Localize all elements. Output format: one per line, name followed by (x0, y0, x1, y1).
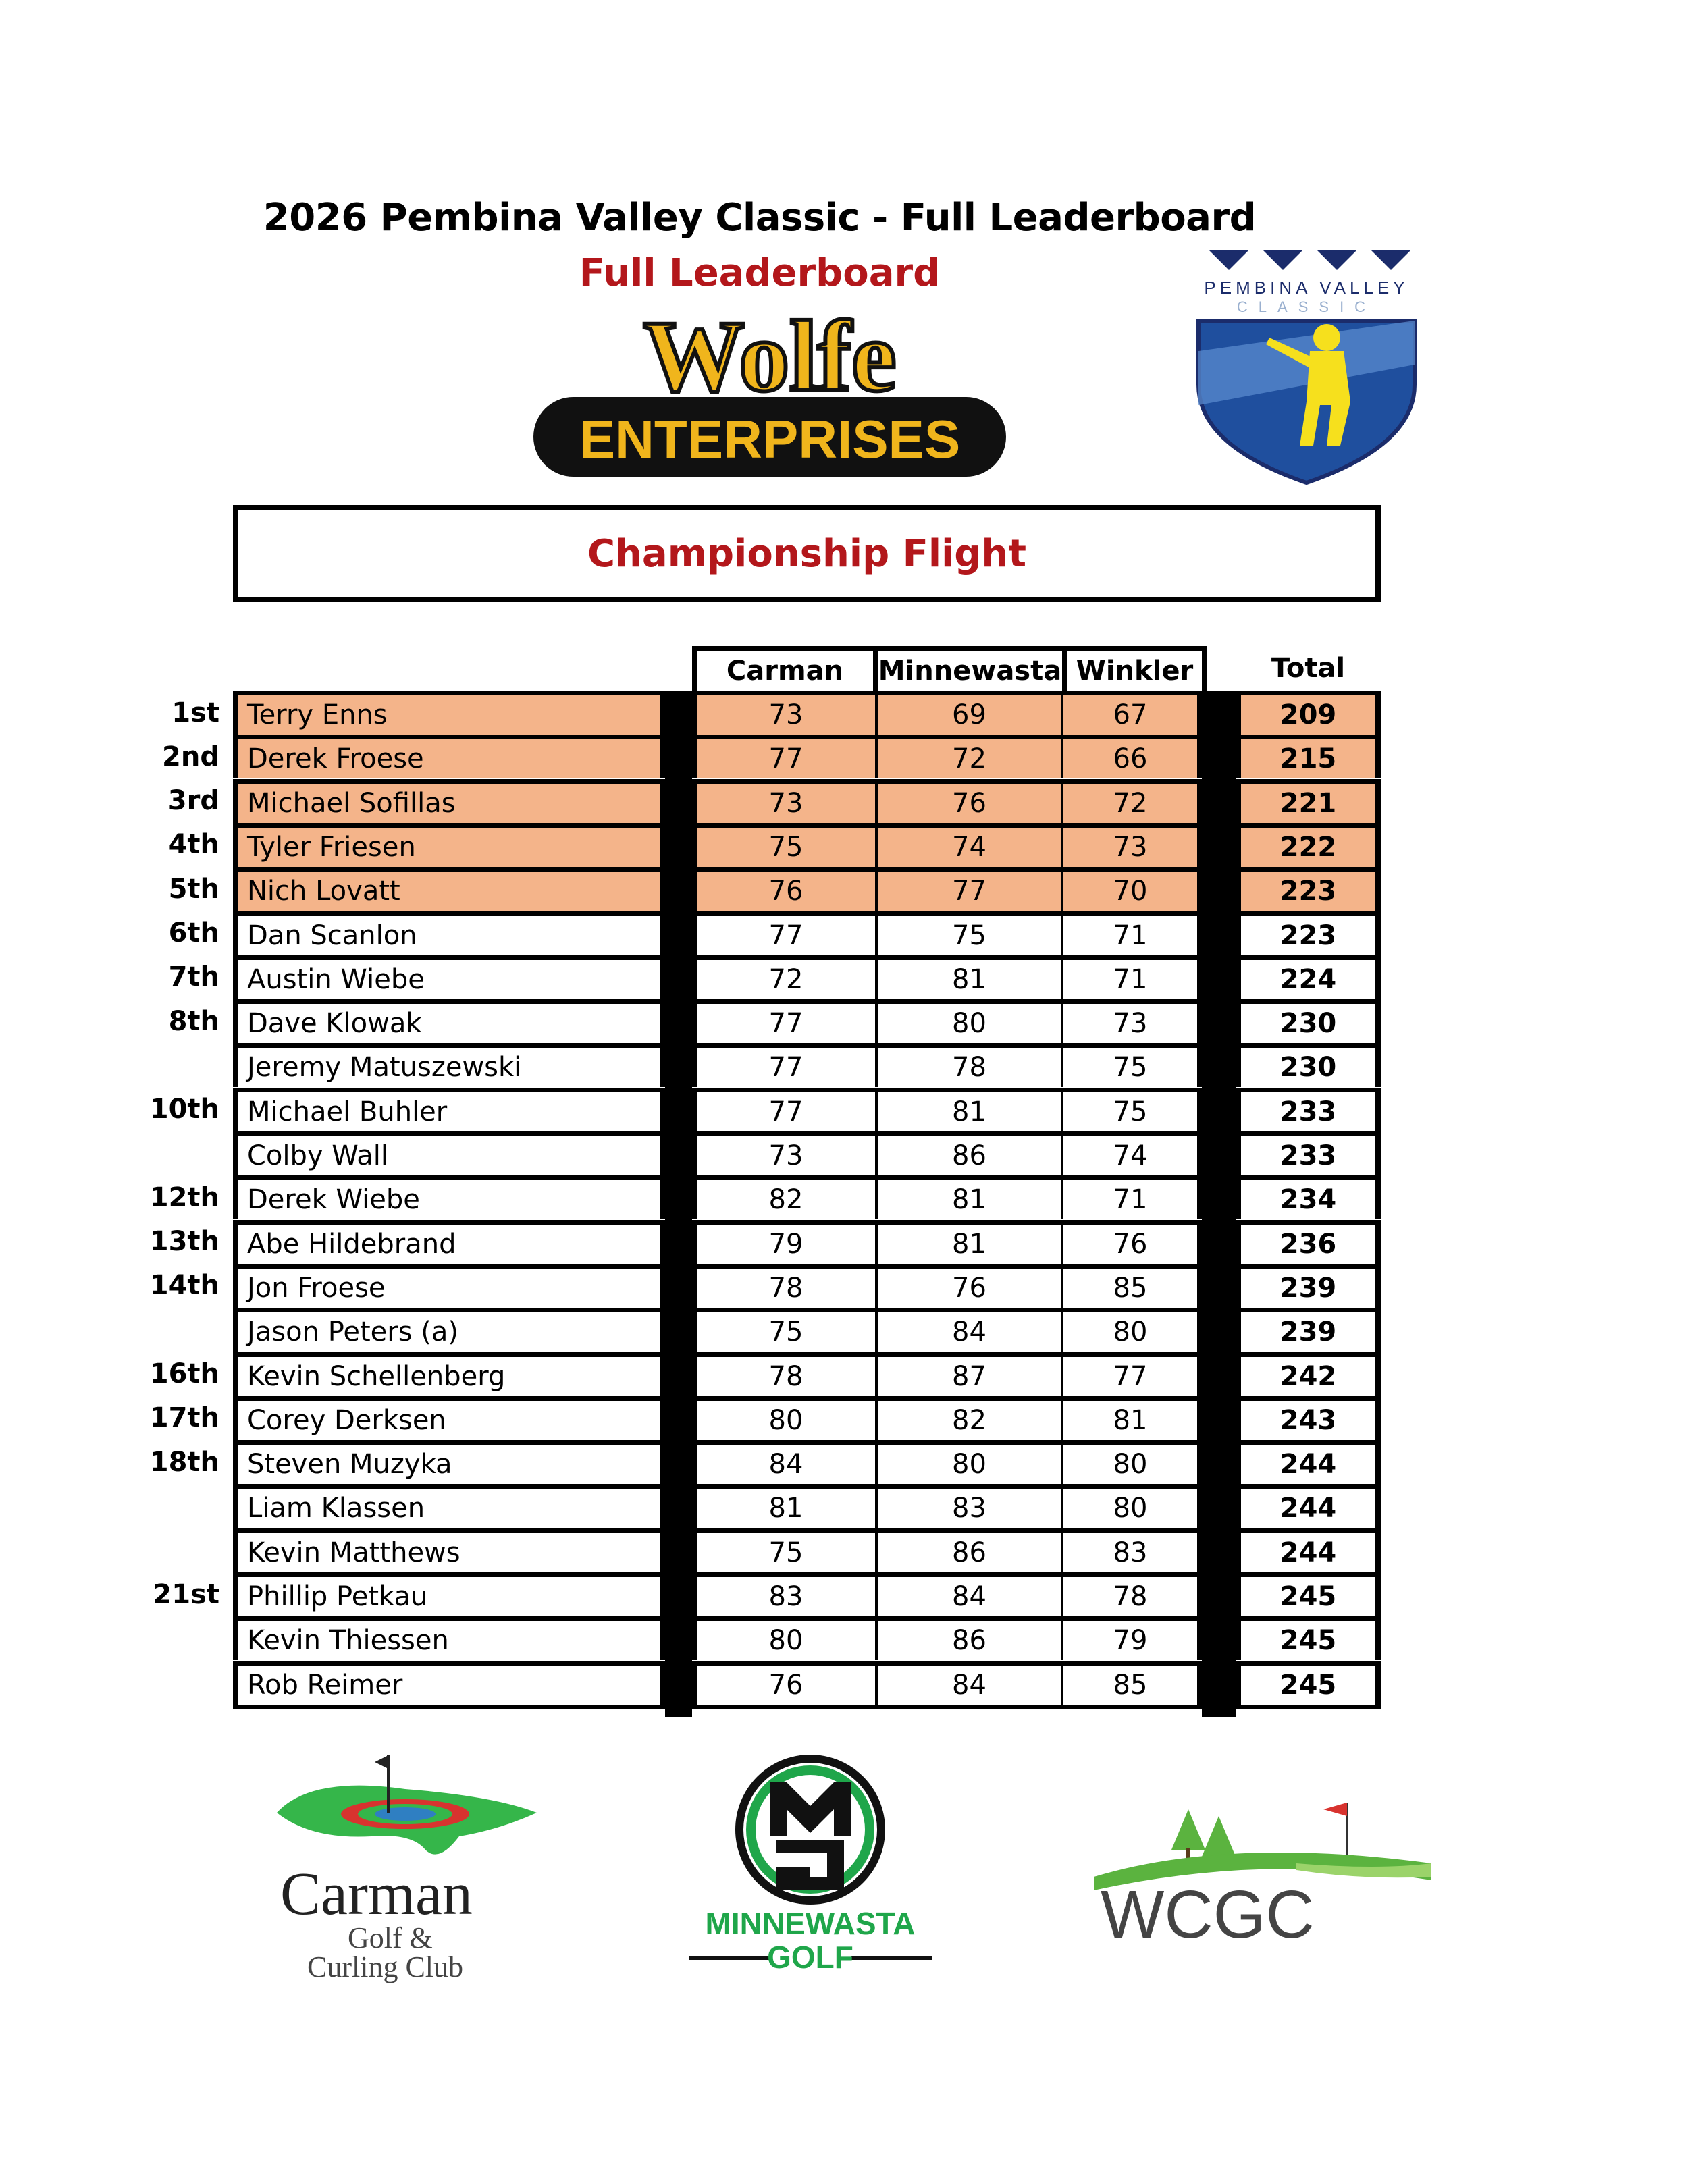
score-minnewasta: 72 (878, 735, 1063, 778)
score-minnewasta: 77 (878, 867, 1063, 911)
score-minnewasta: 83 (878, 1484, 1063, 1528)
pvc-logo-top-text: PEMBINA VALLEY (1204, 277, 1409, 298)
player-name: Austin Wiebe (233, 955, 665, 999)
score-winkler: 75 (1063, 1088, 1202, 1131)
score-total: 244 (1236, 1528, 1381, 1572)
score-carman: 78 (692, 1352, 878, 1396)
player-name: Terry Enns (233, 691, 665, 735)
score-carman: 80 (692, 1616, 878, 1660)
table-row (0, 1484, 1688, 1528)
score-total: 234 (1236, 1175, 1381, 1219)
score-carman: 75 (692, 1308, 878, 1352)
score-carman: 76 (692, 867, 878, 911)
score-winkler: 75 (1063, 1043, 1202, 1087)
score-winkler: 66 (1063, 735, 1202, 778)
position-label: 2nd (162, 741, 219, 772)
player-name: Colby Wall (233, 1131, 665, 1175)
score-carman: 81 (692, 1484, 878, 1528)
score-winkler: 67 (1063, 691, 1202, 735)
table-row (0, 1088, 1688, 1131)
score-carman: 79 (692, 1220, 878, 1264)
score-carman: 73 (692, 691, 878, 735)
score-carman: 73 (692, 1131, 878, 1175)
carman-logo-line2: Golf & (348, 1921, 433, 1954)
score-minnewasta: 76 (878, 779, 1063, 823)
player-name: Abe Hildebrand (233, 1220, 665, 1264)
wcgc-logo-text: WCGC (1101, 1877, 1315, 1952)
score-total: 233 (1236, 1088, 1381, 1131)
wcgc-logo (1094, 1796, 1431, 1958)
score-minnewasta: 78 (878, 1043, 1063, 1087)
score-carman: 77 (692, 999, 878, 1043)
player-name: Liam Klassen (233, 1484, 665, 1528)
score-minnewasta: 81 (878, 1088, 1063, 1131)
score-total: 242 (1236, 1352, 1381, 1396)
player-name: Michael Buhler (233, 1088, 665, 1131)
player-name: Michael Sofillas (233, 779, 665, 823)
score-minnewasta: 80 (878, 1440, 1063, 1484)
player-name: Jason Peters (a) (233, 1308, 665, 1352)
score-minnewasta: 81 (878, 1220, 1063, 1264)
table-row (0, 823, 1688, 867)
table-row (0, 1352, 1688, 1396)
carman-golf-club-logo (270, 1749, 567, 1985)
score-carman: 77 (692, 735, 878, 778)
score-winkler: 79 (1063, 1616, 1202, 1660)
position-label (135, 1308, 219, 1352)
score-carman: 75 (692, 823, 878, 867)
table-row (0, 1616, 1688, 1660)
wolfe-logo-wordmark: Wolfe (643, 300, 897, 412)
score-winkler: 77 (1063, 1352, 1202, 1396)
score-winkler: 80 (1063, 1440, 1202, 1484)
player-name: Kevin Schellenberg (233, 1352, 665, 1396)
score-total: 223 (1236, 911, 1381, 955)
score-carman: 78 (692, 1264, 878, 1308)
score-total: 236 (1236, 1220, 1381, 1264)
score-minnewasta: 84 (878, 1661, 1063, 1709)
score-minnewasta: 69 (878, 691, 1063, 735)
table-row (0, 735, 1688, 778)
table-row (0, 999, 1688, 1043)
player-name: Derek Froese (233, 735, 665, 778)
score-winkler: 81 (1063, 1396, 1202, 1440)
score-total: 239 (1236, 1264, 1381, 1308)
position-label: 14th (149, 1270, 219, 1302)
table-row (0, 1220, 1688, 1264)
position-label: 7th (168, 961, 219, 993)
score-carman: 73 (692, 779, 878, 823)
position-label: 8th (168, 1005, 219, 1037)
score-winkler: 76 (1063, 1220, 1202, 1264)
score-total: 230 (1236, 1043, 1381, 1087)
carman-logo-line3: Curling Club (307, 1950, 464, 1983)
score-winkler: 73 (1063, 823, 1202, 867)
score-winkler: 73 (1063, 999, 1202, 1043)
table-row (0, 867, 1688, 911)
position-label (135, 1484, 219, 1528)
position-label: 13th (149, 1226, 219, 1258)
position-label: 16th (149, 1358, 219, 1389)
player-name: Jeremy Matuszewski (233, 1043, 665, 1087)
score-minnewasta: 74 (878, 823, 1063, 867)
score-total: 222 (1236, 823, 1381, 867)
score-total: 221 (1236, 779, 1381, 823)
table-row (0, 1131, 1688, 1175)
score-minnewasta: 82 (878, 1396, 1063, 1440)
score-winkler: 74 (1063, 1131, 1202, 1175)
score-winkler: 83 (1063, 1528, 1202, 1572)
player-name: Kevin Thiessen (233, 1616, 665, 1660)
score-carman: 84 (692, 1440, 878, 1484)
position-label: 21st (153, 1578, 219, 1610)
score-carman: 83 (692, 1572, 878, 1616)
page-subtitle: Full Leaderboard (579, 251, 941, 295)
score-minnewasta: 84 (878, 1572, 1063, 1616)
score-winkler: 71 (1063, 955, 1202, 999)
position-label (135, 1043, 219, 1087)
flight-label: Championship Flight (587, 531, 1027, 576)
position-label: 10th (149, 1094, 219, 1125)
position-label: 12th (149, 1181, 219, 1213)
score-minnewasta: 84 (878, 1308, 1063, 1352)
position-label: 1st (172, 697, 219, 728)
minnewasta-logo-golf: GOLF (767, 1940, 853, 1975)
wolfe-logo-subtitle: ENTERPRISES (579, 409, 961, 469)
minnewasta-golf-logo (675, 1755, 959, 1985)
pvc-logo-bottom-text: CLASSIC (1236, 298, 1377, 315)
position-label (135, 1616, 219, 1660)
table-row (0, 1528, 1688, 1572)
position-label: 17th (149, 1402, 219, 1434)
player-name: Derek Wiebe (233, 1175, 665, 1219)
table-row (0, 911, 1688, 955)
score-carman: 75 (692, 1528, 878, 1572)
score-total: 244 (1236, 1484, 1381, 1528)
table-row (0, 1572, 1688, 1616)
flight-header-box (233, 505, 1381, 602)
player-name: Jon Froese (233, 1264, 665, 1308)
score-total: 230 (1236, 999, 1381, 1043)
score-carman: 82 (692, 1175, 878, 1219)
minnewasta-logo-name: MINNEWASTA (705, 1906, 916, 1941)
position-label (135, 1528, 219, 1572)
table-row (0, 955, 1688, 999)
player-name: Dan Scanlon (233, 911, 665, 955)
score-winkler: 80 (1063, 1308, 1202, 1352)
score-minnewasta: 86 (878, 1131, 1063, 1175)
player-name: Dave Klowak (233, 999, 665, 1043)
table-row (0, 1043, 1688, 1087)
score-total: 209 (1236, 691, 1381, 735)
score-minnewasta: 81 (878, 1175, 1063, 1219)
score-total: 244 (1236, 1440, 1381, 1484)
score-minnewasta: 80 (878, 999, 1063, 1043)
table-row (0, 1175, 1688, 1219)
score-carman: 72 (692, 955, 878, 999)
score-minnewasta: 76 (878, 1264, 1063, 1308)
table-row (0, 1308, 1688, 1352)
player-name: Nich Lovatt (233, 867, 665, 911)
position-label (135, 1131, 219, 1175)
score-total: 215 (1236, 735, 1381, 778)
score-winkler: 85 (1063, 1661, 1202, 1709)
column-header-minnewasta: Minnewasta (878, 646, 1067, 691)
table-row (0, 1396, 1688, 1440)
table-row (0, 1264, 1688, 1308)
score-total: 223 (1236, 867, 1381, 911)
player-name: Phillip Petkau (233, 1572, 665, 1616)
score-winkler: 71 (1063, 911, 1202, 955)
position-label: 5th (168, 873, 219, 905)
score-minnewasta: 75 (878, 911, 1063, 955)
table-row (0, 1440, 1688, 1484)
column-header-carman: Carman (692, 646, 878, 691)
score-winkler: 70 (1063, 867, 1202, 911)
score-winkler: 85 (1063, 1264, 1202, 1308)
score-total: 239 (1236, 1308, 1381, 1352)
page-title: 2026 Pembina Valley Classic - Full Leaderboard (263, 196, 1257, 240)
position-label: 18th (149, 1446, 219, 1478)
player-name: Rob Reimer (233, 1661, 665, 1709)
score-total: 245 (1236, 1572, 1381, 1616)
pembina-valley-classic-logo (1175, 243, 1438, 486)
score-total: 243 (1236, 1396, 1381, 1440)
score-carman: 77 (692, 1088, 878, 1131)
score-carman: 77 (692, 911, 878, 955)
score-winkler: 78 (1063, 1572, 1202, 1616)
score-carman: 77 (692, 1043, 878, 1087)
score-minnewasta: 87 (878, 1352, 1063, 1396)
position-label: 6th (168, 917, 219, 949)
wolfe-enterprises-logo (520, 297, 1020, 493)
player-name: Steven Muzyka (233, 1440, 665, 1484)
score-minnewasta: 86 (878, 1528, 1063, 1572)
player-name: Tyler Friesen (233, 823, 665, 867)
score-carman: 76 (692, 1661, 878, 1709)
player-name: Kevin Matthews (233, 1528, 665, 1572)
score-minnewasta: 86 (878, 1616, 1063, 1660)
position-label: 3rd (167, 785, 219, 817)
table-row (0, 1661, 1688, 1705)
position-label: 4th (168, 829, 219, 861)
score-winkler: 72 (1063, 779, 1202, 823)
player-name: Corey Derksen (233, 1396, 665, 1440)
score-winkler: 80 (1063, 1484, 1202, 1528)
column-header-total: Total (1271, 653, 1346, 684)
score-winkler: 71 (1063, 1175, 1202, 1219)
column-header-winkler: Winkler (1065, 646, 1207, 691)
score-minnewasta: 81 (878, 955, 1063, 999)
table-row (0, 691, 1688, 735)
score-total: 233 (1236, 1131, 1381, 1175)
carman-logo-name: Carman (280, 1861, 473, 1927)
score-carman: 80 (692, 1396, 878, 1440)
table-row (0, 779, 1688, 823)
score-total: 245 (1236, 1661, 1381, 1709)
score-total: 245 (1236, 1616, 1381, 1660)
score-total: 224 (1236, 955, 1381, 999)
position-label (135, 1661, 219, 1705)
